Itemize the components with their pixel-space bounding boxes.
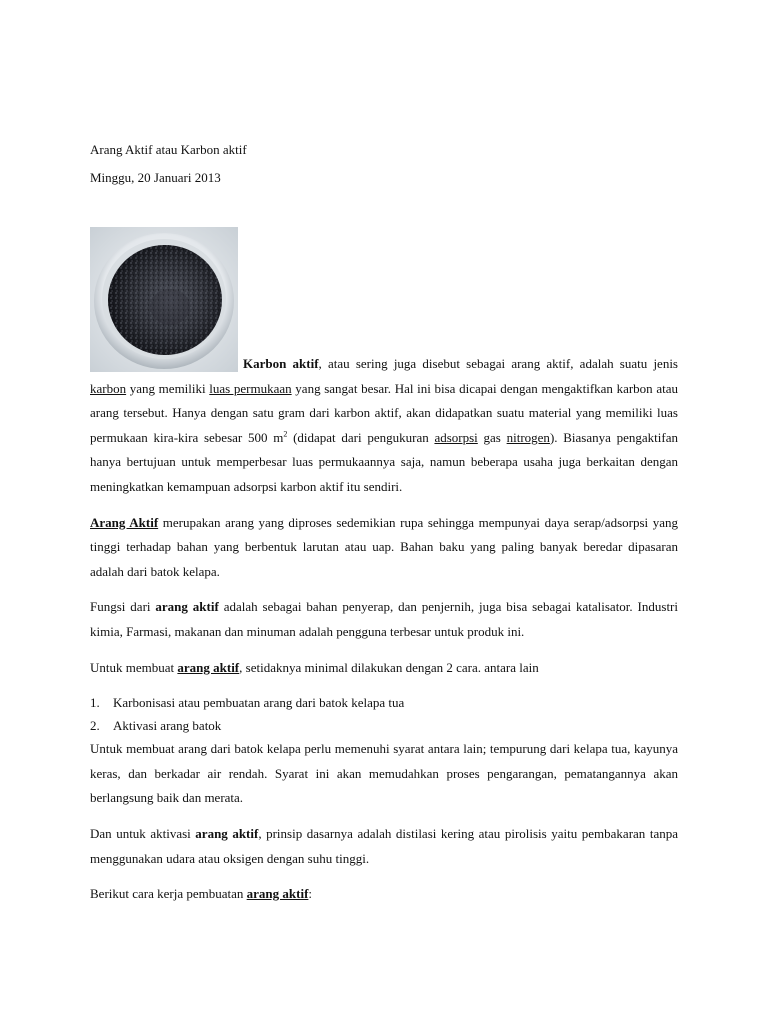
paragraph-aktivasi xyxy=(90,822,678,871)
activated-carbon-illustration xyxy=(90,227,238,372)
term-arang-aktif: arang aktif xyxy=(195,825,259,841)
article-body xyxy=(90,352,678,918)
paragraph-text: , setidaknya minimal dilakukan dengan 2 cara. antara lain xyxy=(239,659,539,675)
paragraph-text: : xyxy=(308,886,313,902)
link-nitrogen[interactable]: nitrogen xyxy=(506,429,550,445)
term-arang-aktif: Arang Aktif xyxy=(90,514,159,530)
paragraph-arang-aktif xyxy=(90,511,678,585)
paragraph-text: Untuk membuat xyxy=(90,659,178,675)
paragraph-text: gas xyxy=(477,429,507,445)
paragraph-text: , atau sering juga disebut sebagai arang aktif, adalah suatu jenis xyxy=(318,356,678,371)
link-adsorpsi[interactable]: adsorpsi xyxy=(434,429,478,445)
term-arang-aktif: arang aktif xyxy=(177,659,240,675)
paragraph-text: ). Biasanya pengaktifan hanya bertujuan untuk memperbesar luas permukaannya saja, namun beberapa usaha juga berkaitan dengan meningkatkan kemampuan adsorpsi karbon aktif itu sendiri. xyxy=(90,429,679,494)
paragraph-text: yang sangat besar. Hal ini bisa dicapai dengan mengaktifkan karbon atau arang tersebut. Hanya dengan satu gram dari karbon aktif, akan didapatkan suatu material yang memiliki luas permukaan kira-kira sebesar 500 m xyxy=(90,380,678,445)
link-karbon[interactable]: karbon xyxy=(90,380,127,396)
term-karbon-aktif: Karbon aktif xyxy=(243,356,319,371)
list-item-text: Aktivasi arang batok xyxy=(113,718,222,734)
steps-list xyxy=(90,691,678,737)
document-title: Arang Aktif atau Karbon aktif xyxy=(90,142,247,157)
paragraph-text: adalah sebagai bahan penyerap, dan penjernih, juga bisa sebagai katalisator. Industri kimia, Farmasi, makanan dan minuman adalah pengguna terbesar untuk produk ini. xyxy=(90,599,679,639)
link-luas-permukaan[interactable]: luas permukaan xyxy=(209,380,292,396)
paragraph-cara-kerja xyxy=(90,882,678,907)
paragraph-fungsi xyxy=(90,595,678,644)
paragraph-cara xyxy=(90,656,678,681)
list-item xyxy=(90,714,678,737)
paragraph-text: merupakan arang yang diproses sedemikian rupa sehingga mempunyai daya serap/adsorpsi yang tinggi terhadap bahan yang berbentuk larutan atau uap. Bahan baku yang paling banyak beredar dipasaran adalah dari batok kelapa. xyxy=(90,514,678,579)
paragraph-syarat: Untuk membuat arang dari batok kelapa perlu memenuhi syarat antara lain; tempurung dari kelapa tua, kayunya keras, dan berkadar air rendah. Syarat ini akan memudahkan proses pengarangan, pematangannya akan berlangsung baik dan merata. xyxy=(90,741,678,806)
paragraph-text: (didapat dari pengukuran xyxy=(287,429,435,445)
list-item xyxy=(90,691,678,714)
superscript-2: 2 xyxy=(283,429,288,439)
list-item-text: Karbonisasi atau pembuatan arang dari batok kelapa tua xyxy=(113,695,405,711)
paragraph-text: yang memiliki xyxy=(126,380,210,396)
paragraph-text: , prinsip dasarnya adalah distilasi kering atau pirolisis yaitu pembakaran tanpa menggunakan udara atau oksigen dengan suhu tinggi. xyxy=(90,825,678,866)
paragraph-text: Berikut cara kerja pembuatan xyxy=(90,886,247,902)
paragraph-text: Fungsi dari xyxy=(90,599,156,615)
list-item-number: 2. xyxy=(90,718,100,734)
activated-carbon-photo xyxy=(90,227,238,372)
document-date: Minggu, 20 Januari 2013 xyxy=(90,170,221,185)
term-arang-aktif: arang aktif xyxy=(246,886,309,902)
term-arang-aktif: arang aktif xyxy=(155,599,219,615)
list-item-number: 1. xyxy=(90,695,100,711)
paragraph-karbon-aktif xyxy=(90,352,678,500)
paragraph-text: Dan untuk aktivasi xyxy=(90,825,196,841)
